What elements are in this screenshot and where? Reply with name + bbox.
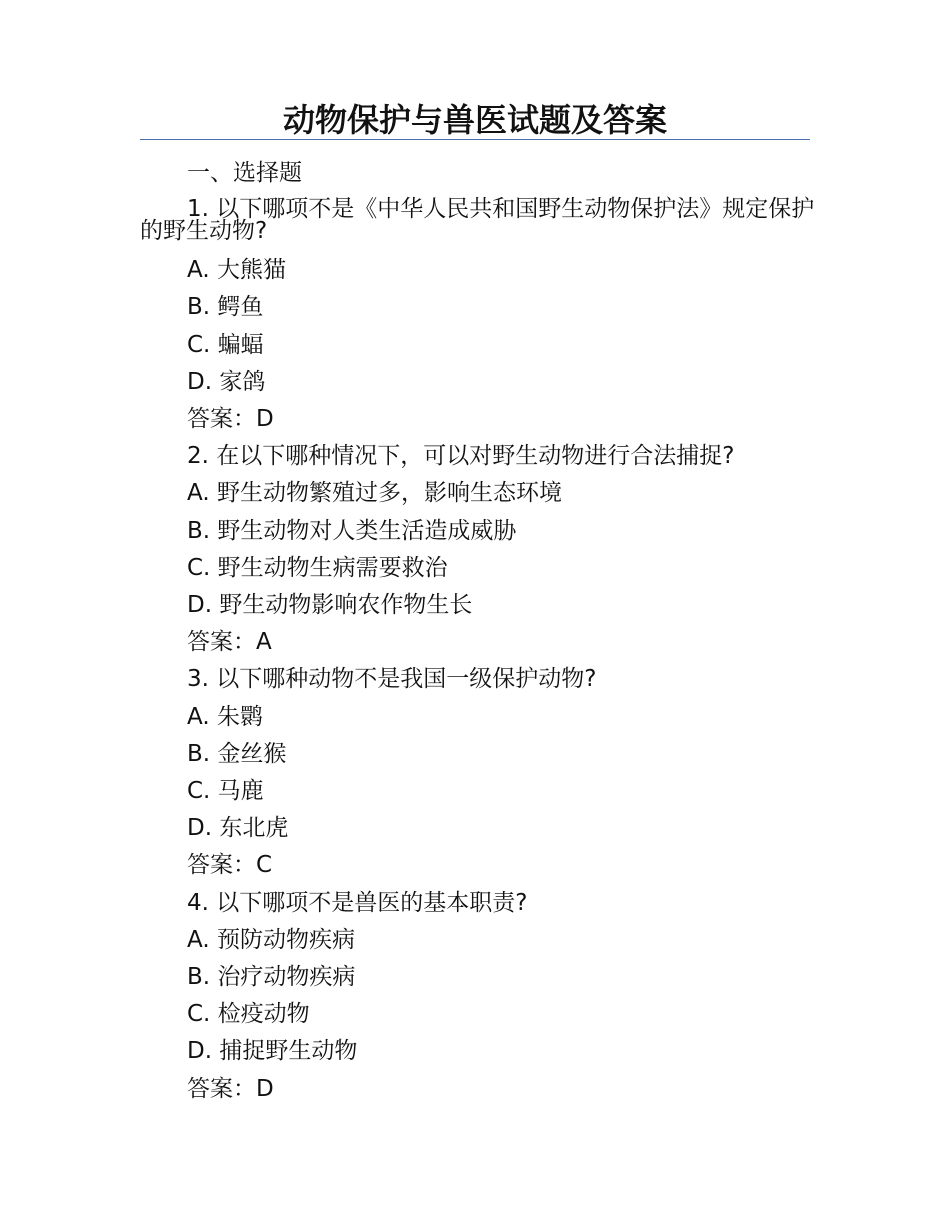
- question-block-3: [140, 661, 820, 884]
- question-text: 4. 以下哪项不是兽医的基本职责?: [187, 889, 528, 916]
- question-text: 1. 以下哪项不是《中华人民共和国野生动物保护法》规定保护的野生动物?: [140, 196, 815, 245]
- option-b: B. 金丝猴: [187, 740, 287, 767]
- question-block-1: [140, 192, 820, 438]
- option-c: C. 马鹿: [187, 778, 264, 805]
- option-d: D. 东北虎: [187, 815, 289, 842]
- document-body: [140, 155, 820, 1108]
- answer-line: 答案：D: [187, 1075, 274, 1102]
- option-c: C. 野生动物生病需要救治: [187, 554, 448, 581]
- option-b: B. 鳄鱼: [187, 294, 264, 321]
- option-c: C. 检疫动物: [187, 1001, 310, 1028]
- option-b: B. 野生动物对人类生活造成威胁: [187, 517, 517, 544]
- option-b: B. 治疗动物疾病: [187, 964, 356, 991]
- section-heading: 一、选择题: [187, 160, 302, 186]
- option-a: A. 朱鹮: [187, 703, 263, 730]
- question-block-4: [140, 885, 820, 1108]
- option-d: D. 野生动物影响农作物生长: [187, 592, 473, 619]
- question-block-2: [140, 438, 820, 661]
- option-d: D. 捕捉野生动物: [187, 1038, 358, 1065]
- question-text: 2. 在以下哪种情况下，可以对野生动物进行合法捕捉?: [187, 443, 735, 470]
- answer-line: 答案：A: [187, 629, 272, 656]
- answer-line: 答案：C: [187, 852, 273, 879]
- option-a: A. 大熊猫: [187, 257, 286, 284]
- option-d: D. 家鸽: [187, 368, 266, 395]
- option-c: C. 蝙蝠: [187, 331, 264, 358]
- answer-line: 答案：D: [187, 406, 274, 433]
- document-title: 动物保护与兽医试题及答案: [282, 101, 667, 139]
- option-a: A. 野生动物繁殖过多，影响生态环境: [187, 480, 562, 507]
- question-text: 3. 以下哪种动物不是我国一级保护动物?: [187, 666, 597, 693]
- title-underline: [140, 139, 810, 140]
- option-a: A. 预防动物疾病: [187, 926, 355, 953]
